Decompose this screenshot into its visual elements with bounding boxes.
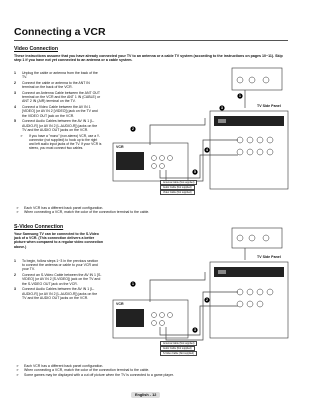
- svg-text:3: 3: [194, 328, 196, 333]
- svideo-step: 3 Connect Audio Cables between the AV IN 1 [L-AUDIO-R] (or AV IN 2 [L-AUDIO-R]) jacks on the TV and the AUDIO OUT jacks on the VCR.: [14, 287, 98, 300]
- vcr-label: VCR: [116, 145, 124, 149]
- svg-text:5: 5: [194, 170, 196, 175]
- svideo-step: 1 To begin, follow steps 1~3 in the previous section to connect the antenna or cable to your VCR and your TV.: [14, 259, 99, 272]
- note-item: ➢ When connecting a VCR, match the color of the connection terminal to the cable.: [14, 368, 290, 372]
- svideo-notes: [14, 364, 290, 377]
- svg-text:4: 4: [206, 148, 208, 153]
- note-item: ➢ Each VCR has a different back panel configuration.: [14, 364, 290, 368]
- svideo-connection-intro: Your Samsung TV can be connected to the S-Video jack of a VCR. (This connection delivers a better picture when compared to a regular video connection above.): [14, 232, 104, 249]
- cable-legend-item: Antenna Cable (Not supplied): [160, 180, 197, 185]
- cable-legend-item: Audio Cable (Not supplied): [160, 185, 195, 190]
- page-title: Connecting a VCR: [14, 26, 106, 38]
- note-item: ➢ Some games may be displayed with a cut off picture when the TV is connected to a game player.: [14, 373, 290, 377]
- mono-vcr-note: ➢ If you have a "mono" (non-stereo) VCR, use a Y-connector (not supplied) to hook up to the right and left audio input jacks of the TV. If your VCR is stereo, you must connect two cables.: [20, 134, 102, 150]
- video-connection-heading: Video Connection: [14, 46, 58, 52]
- tv-side-panel-label: TV Side Panel: [257, 104, 281, 108]
- cable-legend-item: Video Cable (Not supplied): [160, 190, 195, 195]
- svg-text:1: 1: [132, 282, 134, 287]
- svg-text:3: 3: [221, 106, 223, 111]
- cable-legend-item: Antenna Cable (Not supplied): [160, 341, 197, 346]
- vcr-label: VCR: [116, 302, 124, 306]
- cable-legend-item: S-Video Cable (Not supplied): [160, 351, 197, 356]
- video-step: 3 Connect an Antenna Cable between the ANT OUT terminal on the VCR and the ANT 1 IN (CABLE) or ANT 2 IN (AIR) terminal on the TV.: [14, 91, 101, 104]
- video-step: 5 Connect Audio Cables between the AV IN 1 [L-AUDIO-R] (or AV IN 2 [L-AUDIO-R]) jacks on the TV and the AUDIO OUT jacks on the VCR.: [14, 119, 98, 132]
- video-step: 2 Connect the cable or antenna to the ANT IN terminal on the back of the VCR.: [14, 81, 90, 90]
- video-step: 1 Unplug the cable or antenna from the back of the TV.: [14, 71, 98, 80]
- svideo-step: 2 Connect an S-Video Cable between the AV IN 1 [S-VIDEO] (or AV IN 2 [S-VIDEO]) jack on the TV and the S-VIDEO OUT jack on the VCR.: [14, 273, 102, 286]
- video-connection-intro: These instructions assume that you have already connected your TV to an antenna or a cable TV system (according to the instructions on pages 10~11). Skip step 1 if you have not yet connected to an antenna or a cable system.: [14, 54, 283, 63]
- svg-text:2: 2: [132, 127, 134, 132]
- svg-text:2: 2: [206, 298, 208, 303]
- svideo-connection-heading: S-Video Connection: [14, 224, 64, 230]
- tv-side-panel-label: TV Side Panel: [257, 255, 281, 259]
- svg-text:1: 1: [239, 94, 241, 99]
- note-item: ➢ Each VCR has a different back panel configuration.: [14, 206, 290, 210]
- video-step: 4 Connect a Video Cable between the AV IN 1 [VIDEO] (or AV IN 2 [VIDEO]) jack on the TV and the VIDEO OUT jack on the VCR.: [14, 105, 98, 118]
- cable-legend-item: Audio Cable (Not supplied): [160, 346, 195, 351]
- page-number: English - 12: [131, 392, 160, 398]
- note-item: ➢ When connecting a VCR, match the color of the connection terminal to the cable.: [14, 210, 290, 214]
